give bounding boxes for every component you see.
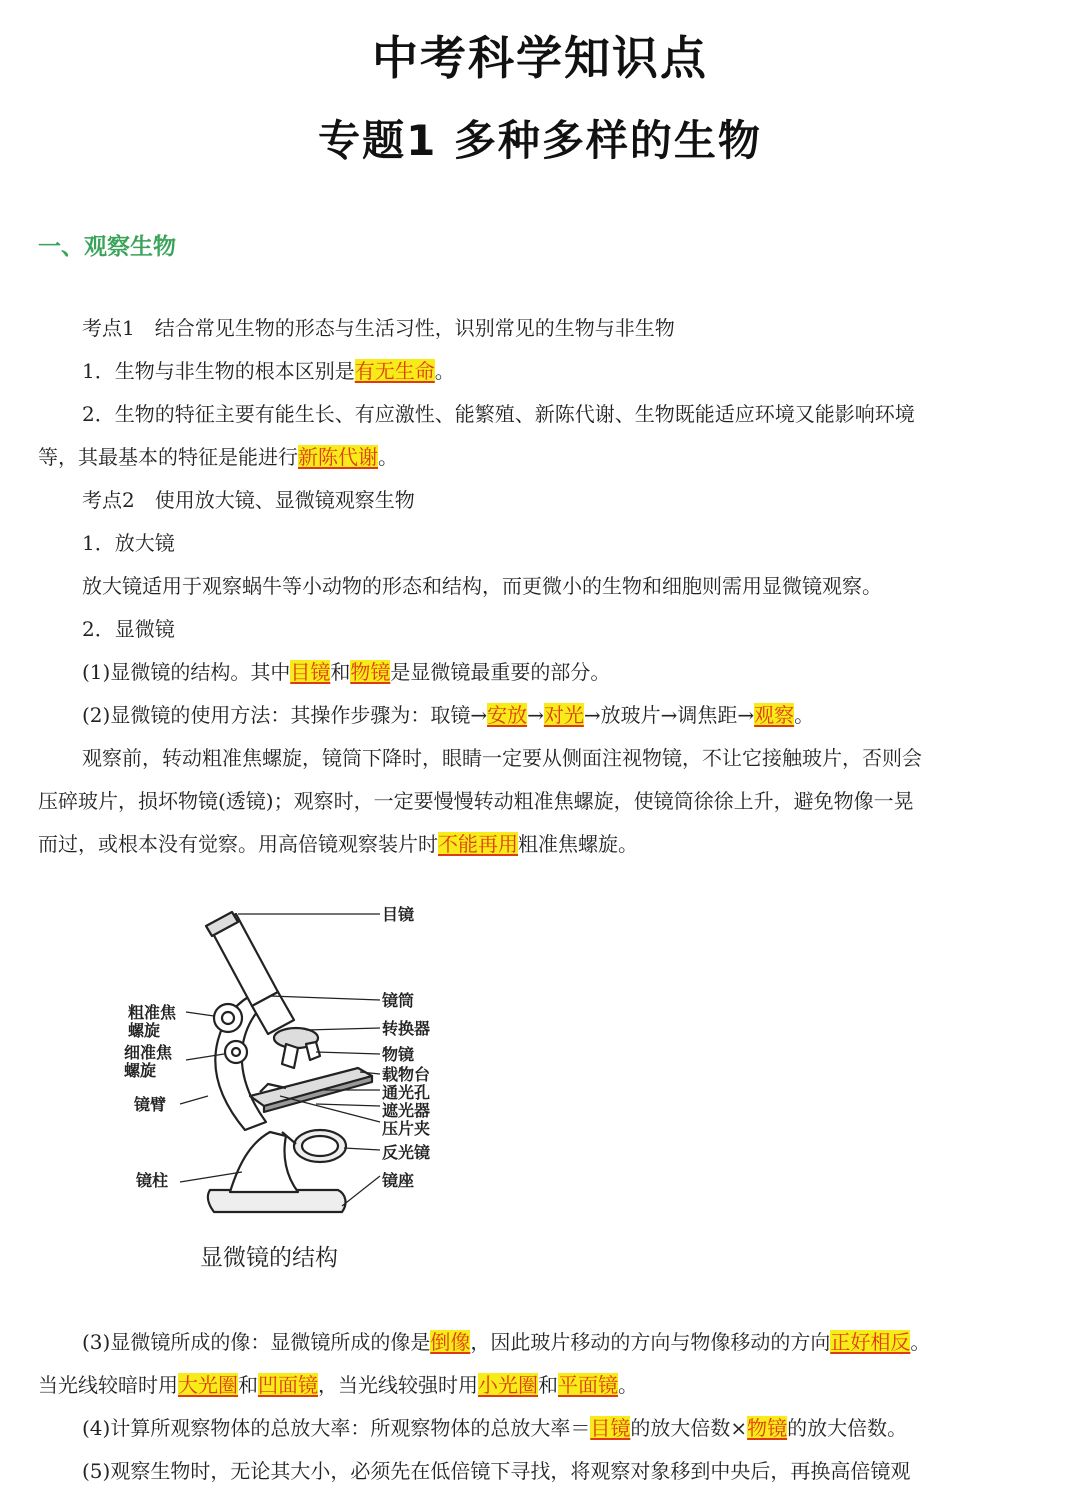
p9-text-c: 是显微镜最重要的部分。 xyxy=(390,660,611,684)
label-aperture: 通光孔 xyxy=(382,1083,431,1102)
highlight-term: 物镜 xyxy=(747,1416,788,1440)
highlight-term: 物镜 xyxy=(350,660,391,684)
label-eyepiece: 目镜 xyxy=(382,905,415,924)
paragraph-caution-line1 xyxy=(38,737,1038,780)
highlight-term: 倒像 xyxy=(430,1330,471,1354)
item-magnifier xyxy=(38,522,1038,565)
p9-text-b: 和 xyxy=(330,660,351,684)
microscope-diagram xyxy=(110,900,470,1280)
p2-text-a: 1．生物与非生物的根本区别是 xyxy=(82,359,355,383)
p15-text-c: ，当光线较强时用 xyxy=(318,1373,478,1397)
p10-text-c: →放玻片→调焦距→ xyxy=(583,703,755,727)
p7-text: 放大镜适用于观察蜗牛等小动物的形态和结构，而更微小的生物和细胞则需用显微镜观察。 xyxy=(82,574,882,598)
figure-caption: 显微镜的结构 xyxy=(200,1245,338,1271)
label-base: 镜座 xyxy=(382,1171,415,1190)
item-microscope xyxy=(38,608,1038,651)
p15-text-e: 。 xyxy=(618,1373,638,1397)
p12-text: 压碎玻片，损坏物镜(透镜)；观察时，一定要慢慢转动粗准焦螺旋，使镜筒徐徐上升，避免物像一晃 xyxy=(38,789,914,813)
label-clip: 压片夹 xyxy=(382,1119,431,1138)
highlight-term: 不能再用 xyxy=(438,832,518,856)
p2-text-b: 。 xyxy=(434,359,455,383)
label-tube: 镜筒 xyxy=(382,991,415,1010)
highlight-term: 正好相反 xyxy=(830,1330,911,1354)
paragraph-magnification xyxy=(38,1407,1038,1450)
p5-text: 考点2 使用放大镜、显微镜观察生物 xyxy=(82,488,415,512)
document-subtitle: 专题1 多种多样的生物 xyxy=(318,116,762,165)
paragraph-structure xyxy=(38,651,1038,694)
paragraph-caution-line2 xyxy=(38,780,1038,823)
p13-text-a: 而过，或根本没有觉察。用高倍镜观察装片时 xyxy=(38,832,438,856)
highlight-term: 新陈代谢 xyxy=(298,445,378,469)
microscope-drawing xyxy=(206,912,372,1212)
p6-text: 1．放大镜 xyxy=(82,531,175,555)
p10-text-d: 。 xyxy=(794,703,815,727)
p11-text: 观察前，转动粗准焦螺旋，镜筒下降时，眼睛一定要从侧面注视物镜，不让它接触玻片，否则会 xyxy=(82,746,922,770)
highlight-term: 安放 xyxy=(487,703,528,727)
p14-text-c: 。 xyxy=(910,1330,931,1354)
highlight-term: 凹面镜 xyxy=(258,1373,318,1397)
label-coarse-adjust-1: 粗准焦 xyxy=(128,1003,177,1022)
label-diaphragm: 遮光器 xyxy=(382,1101,431,1120)
label-stage: 载物台 xyxy=(382,1065,431,1084)
label-coarse-adjust-2: 螺旋 xyxy=(128,1021,161,1040)
label-arm: 镜臂 xyxy=(134,1095,167,1114)
highlight-term: 有无生命 xyxy=(354,359,435,383)
label-mirror: 反光镜 xyxy=(382,1143,431,1162)
p15-text-d: 和 xyxy=(538,1373,558,1397)
label-fine-adjust-1: 细准焦 xyxy=(124,1043,173,1062)
highlight-term: 观察 xyxy=(754,703,795,727)
paragraph-usage xyxy=(38,694,1038,737)
p1-text: 考点1 结合常见生物的形态与生活习性，识别常见的生物与非生物 xyxy=(82,316,675,340)
highlight-term: 目镜 xyxy=(290,660,331,684)
p16-text-b: 的放大倍数× xyxy=(630,1416,748,1440)
section-heading-observe: 一、观察生物 xyxy=(38,234,176,260)
label-pillar: 镜柱 xyxy=(136,1171,169,1190)
paragraph-image xyxy=(38,1321,1038,1364)
highlight-term: 小光圈 xyxy=(478,1373,538,1397)
paragraph-light xyxy=(38,1364,1038,1407)
p9-text-a: (1)显微镜的结构。其中 xyxy=(82,660,291,684)
paragraph-2-line2 xyxy=(38,436,1038,479)
label-objective: 物镜 xyxy=(382,1045,415,1064)
microscope-svg xyxy=(110,900,470,1280)
exam-point-1 xyxy=(38,307,1038,350)
paragraph-2-line1 xyxy=(38,393,1038,436)
p14-text-a: (3)显微镜所成的像：显微镜所成的像是 xyxy=(82,1330,431,1354)
p14-text-b: ，因此玻片移动的方向与物像移动的方向 xyxy=(470,1330,831,1354)
p15-text-b: 和 xyxy=(238,1373,258,1397)
p3-text: 2．生物的特征主要有能生长、有应激性、能繁殖、新陈代谢、生物既能适应环境又能影响环境 xyxy=(82,402,915,426)
p13-text-b: 粗准焦螺旋。 xyxy=(518,832,638,856)
p15-text-a: 当光线较暗时用 xyxy=(38,1373,178,1397)
highlight-term: 目镜 xyxy=(590,1416,631,1440)
p16-text-a: (4)计算所观察物体的总放大率：所观察物体的总放大率＝ xyxy=(82,1416,591,1440)
highlight-term: 对光 xyxy=(543,703,584,727)
highlight-term: 平面镜 xyxy=(558,1373,618,1397)
label-nosepiece: 转换器 xyxy=(382,1019,431,1038)
p4-text-a: 等，其最基本的特征是能进行 xyxy=(38,445,298,469)
paragraph-caution-line3 xyxy=(38,823,1038,866)
label-fine-adjust-2: 螺旋 xyxy=(124,1061,157,1080)
p8-text: 2．显微镜 xyxy=(82,617,175,641)
p4-text-b: 。 xyxy=(378,445,398,469)
p16-text-c: 的放大倍数。 xyxy=(787,1416,908,1440)
paragraph-observe xyxy=(38,1450,1038,1493)
p10-text-a: (2)显微镜的使用方法：其操作步骤为：取镜→ xyxy=(82,703,488,727)
p10-text-b: → xyxy=(527,703,544,727)
paragraph-1 xyxy=(38,350,1038,393)
p17-text: (5)观察生物时，无论其大小，必须先在低倍镜下寻找，将观察对象移到中央后，再换高倍镜观 xyxy=(82,1459,911,1483)
document-title: 中考科学知识点 xyxy=(372,31,708,85)
exam-point-2 xyxy=(38,479,1038,522)
left-labels xyxy=(124,1003,177,1190)
highlight-term: 大光圈 xyxy=(178,1373,238,1397)
right-labels xyxy=(382,905,430,1190)
paragraph-magnifier xyxy=(38,565,1038,608)
